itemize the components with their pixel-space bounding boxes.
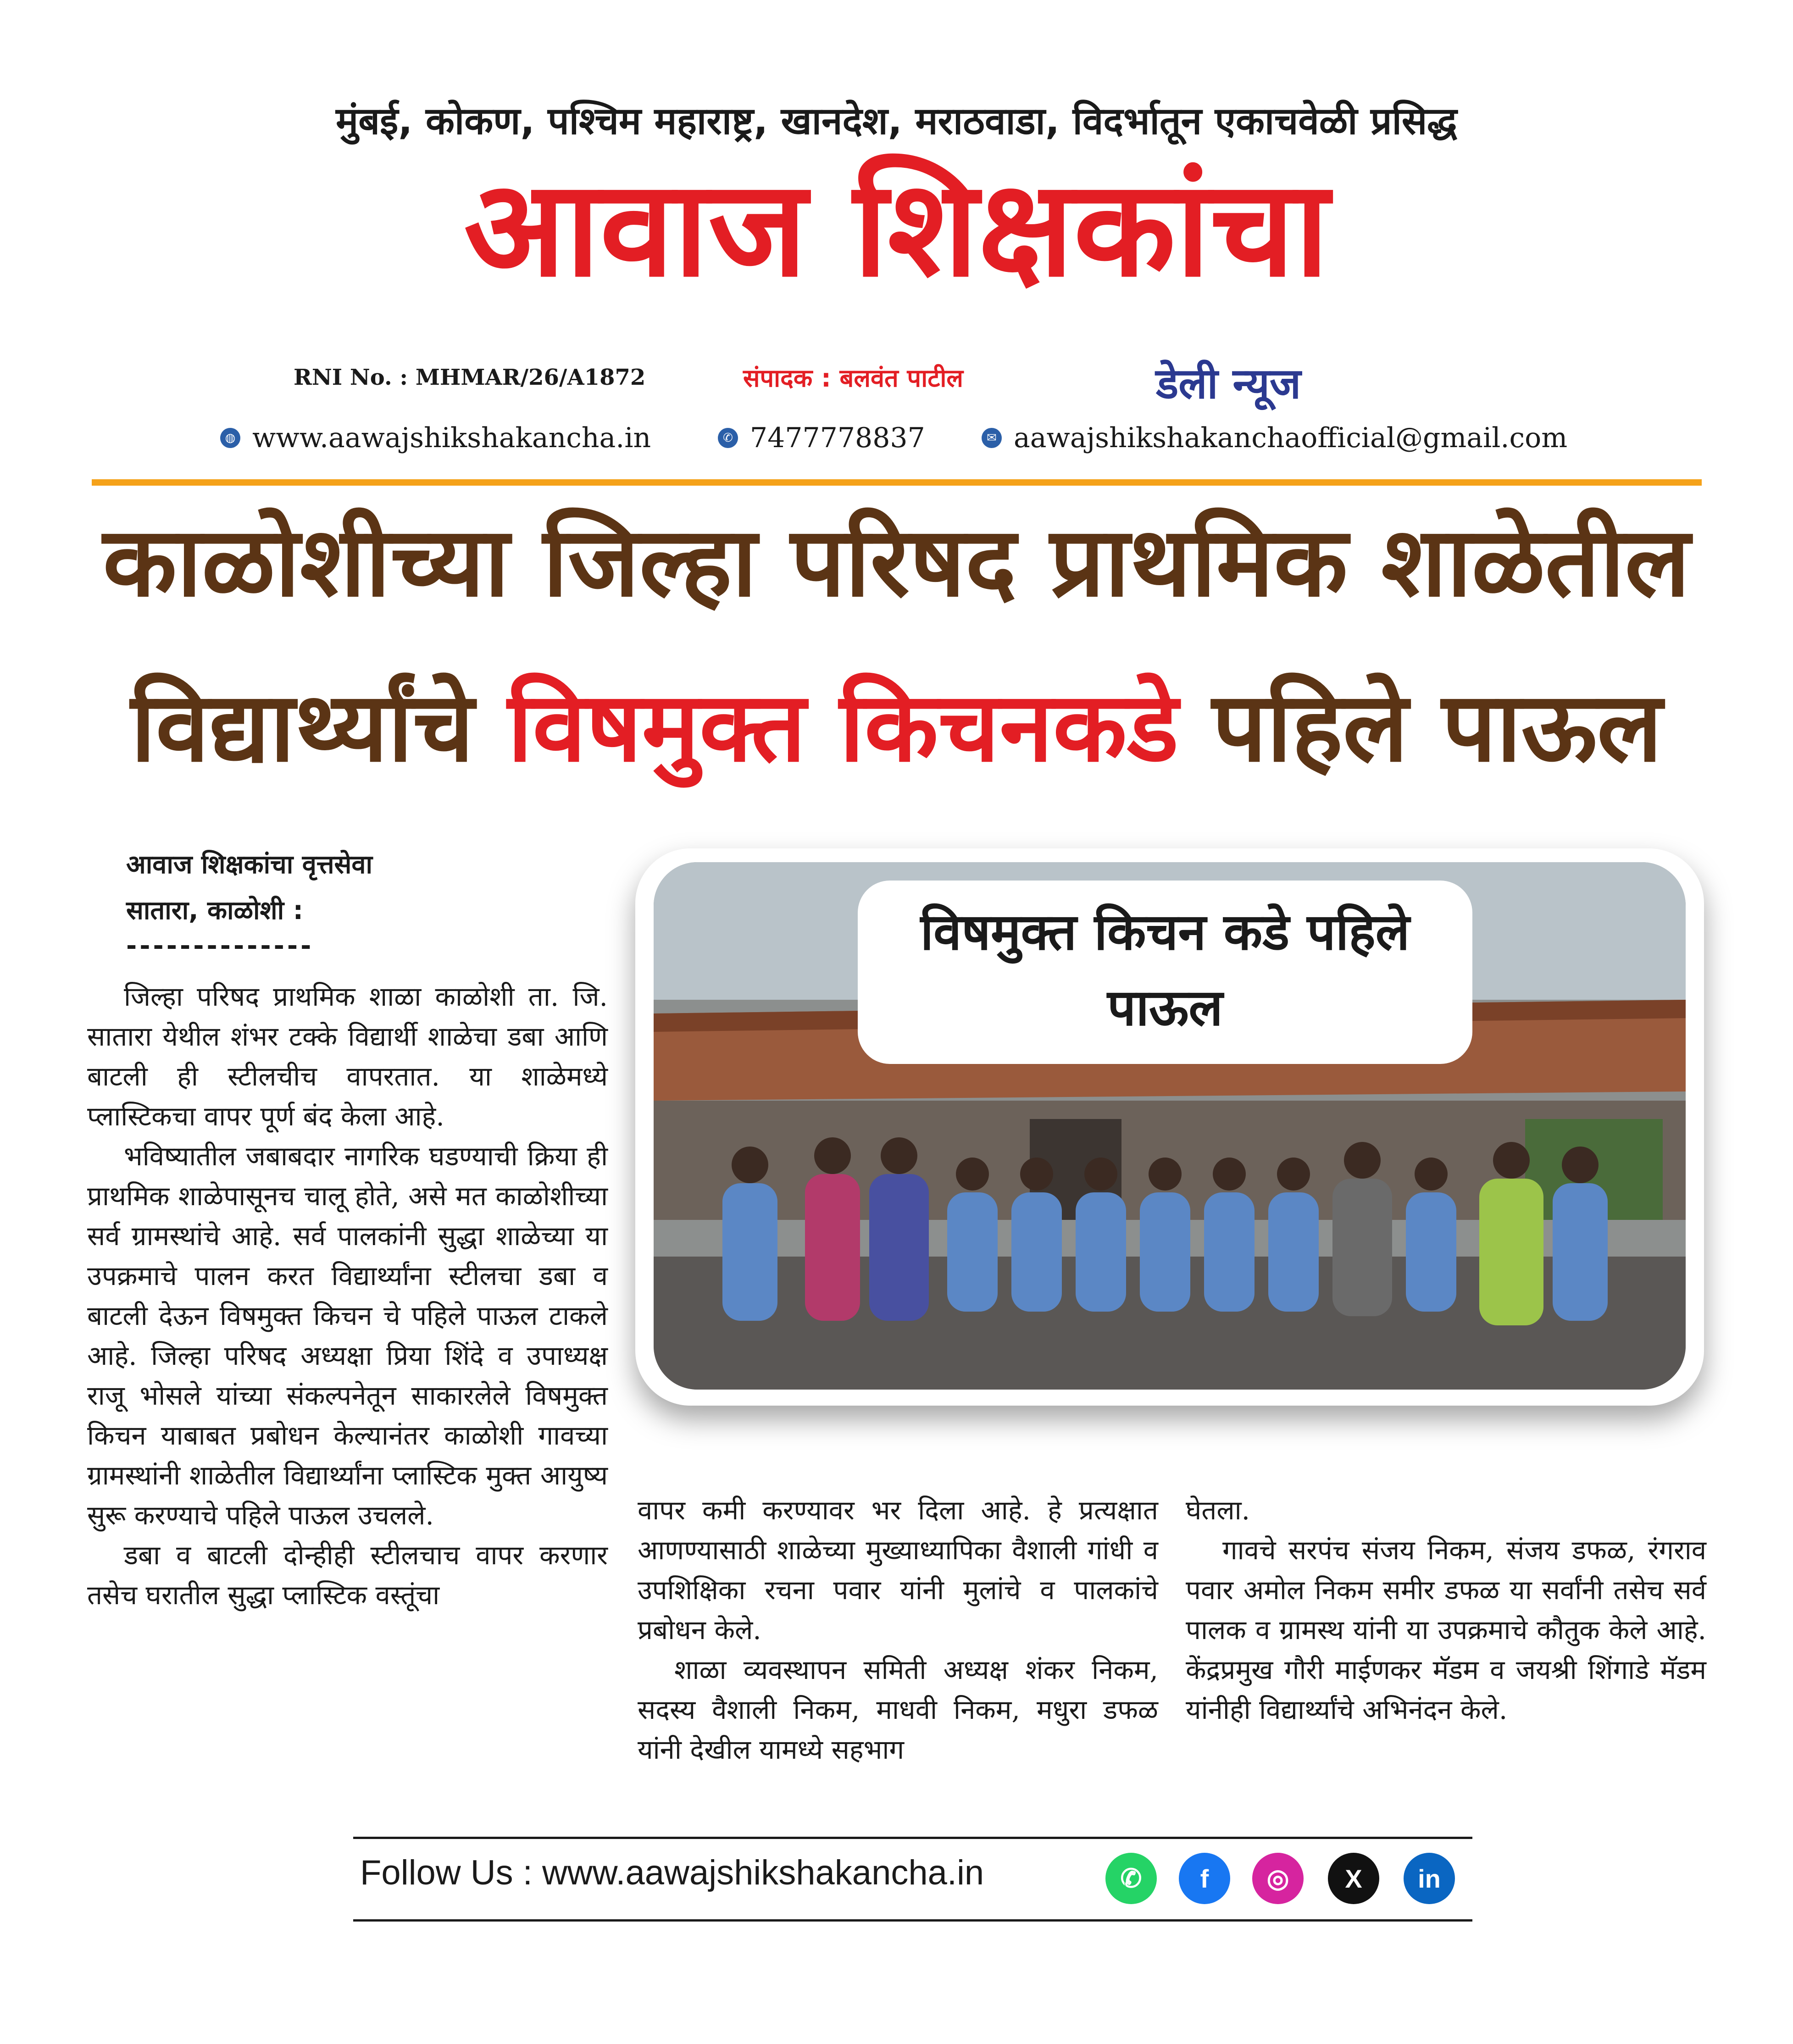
tagline: मुंबई, कोकण, पश्चिम महाराष्ट्र, खानदेश, मराठवाडा, विदर्भातून एकाचवेळी प्रसिद्ध [336, 100, 1457, 143]
phone-number[interactable]: 7477778837 [750, 422, 925, 454]
x-glyph: X [1345, 1864, 1362, 1893]
instagram-icon[interactable] [1252, 1853, 1304, 1904]
instagram-glyph: ◎ [1266, 1864, 1289, 1893]
headline-highlight: विषमुक्त किचनकडे [507, 671, 1179, 783]
website-contact[interactable] [220, 422, 651, 454]
headline-line-2 [0, 671, 1793, 783]
phone-icon: ✆ [718, 428, 738, 448]
globe-icon: ◍ [220, 428, 240, 448]
rni-number: RNI No. : MHMAR/26/A1872 [294, 365, 646, 390]
website-link[interactable]: www.aawajshikshakancha.in [252, 422, 651, 454]
photo-caption-line-2: पाऊल [1107, 978, 1223, 1037]
whatsapp-glyph: ✆ [1120, 1864, 1142, 1893]
follow-us-text[interactable]: Follow Us : www.aawajshikshakancha.in [360, 1853, 984, 1892]
email-address[interactable]: aawajshikshakanchaofficial@gmail.com [1014, 422, 1568, 454]
facebook-icon[interactable] [1179, 1853, 1230, 1904]
headline-line-1: काळोशीच्या जिल्हा परिषद प्राथमिक शाळेतील [103, 506, 1690, 618]
paragraph: शाळा व्यवस्थापन समिती अध्यक्ष शंकर निकम, सदस्य वैशाली निकम, माधवी निकम, मधुरा डफळ यांनी देखील यामध्ये सहभाग [638, 1654, 1158, 1765]
paragraph: घेतला. [1186, 1495, 1250, 1526]
news-service: आवाज शिक्षकांचा वृत्तसेवा [126, 850, 373, 880]
phone-contact[interactable] [718, 422, 925, 454]
editor-credit: संपादक : बलवंत पाटील [743, 364, 964, 393]
facebook-glyph: f [1200, 1864, 1209, 1893]
paragraph: जिल्हा परिषद प्राथमिक शाळा काळोशी ता. जि. सातारा येथील शंभर टक्के विद्यार्थी शाळेचा डबा आणि बाटली ही स्टीलचीच वापरतात. या शाळेमध्ये प्लास्टिकचा वापर पूर्ण बंद केला आहे. [87, 981, 608, 1132]
linkedin-icon[interactable] [1404, 1853, 1455, 1904]
photo-caption-box [858, 881, 1472, 1064]
email-contact[interactable] [982, 422, 1567, 454]
headline-line-2-end: पहिले पाऊल [1212, 671, 1662, 783]
masthead-title: आवाज शिक्षकांचा [464, 152, 1329, 306]
footer-rule-bottom [353, 1919, 1472, 1922]
article-column-1 [87, 977, 608, 1615]
article-column-2 [638, 1490, 1158, 1770]
footer-rule-top [353, 1837, 1472, 1839]
paragraph: भविष्यातील जबाबदार नागरिक घडण्याची क्रिया ही प्राथमिक शाळेपासूनच चालू होते, असे मत काळोशीच्या सर्व ग्रामस्थांचे आहे. सर्व पालकांनी सुद्धा शाळेच्या या उपक्रमाचे पालन करत विद्यार्थ्यांना स्टीलचा डबा व बाटली देऊन विषमुक्त किचन चे पहिले पाऊल टाकले आहे. जिल्हा परिषद अध्यक्षा प्रिया शिंदे व उपाध्यक्ष राजू भोसले यांच्या संकल्पनेतून साकारलेले विषमुक्त किचन याबाबत प्रबोधन केल्यानंतर काळोशी गावच्या ग्रामस्थांनी शाळेतील विद्यार्थ्यांना प्लास्टिक मुक्त आयुष्य सुरू करण्याचे पहिले पाऊल उचलले. [87, 1141, 608, 1531]
mail-icon: ✉ [982, 428, 1002, 448]
x-icon[interactable] [1328, 1853, 1379, 1904]
paragraph: वापर कमी करण्यावर भर दिला आहे. हे प्रत्यक्षात आणण्यासाठी शाळेच्या मुख्याध्यापिका वैशाली गांधी व उपशिक्षिका रचना पवार यांनी मुलांचे व पालकांचे प्रबोधन केले. [638, 1495, 1158, 1645]
headline-line-2-start: विद्यार्थ्यांचे [131, 671, 474, 783]
paragraph: डबा व बाटली दोन्हीही स्टीलचाच वापर करणार तसेच घरातील सुद्धा प्लास्टिक वस्तूंचा [87, 1540, 608, 1611]
article-column-3 [1186, 1490, 1706, 1730]
byline-divider: -------------- [126, 931, 314, 961]
photo-caption-line-1: विषमुक्त किचन कडे पहिले [920, 903, 1410, 961]
paragraph: गावचे सरपंच संजय निकम, संजय डफळ, रंगराव पवार अमोल निकम समीर डफळ या सर्वांनी तसेच सर्व पालक व ग्रामस्थ यांनी या उपक्रमाचे कौतुक केले आहे. केंद्रप्रमुख गौरी माईणकर मॅडम व जयश्री शिंगाडे मॅडम यांनीही विद्यार्थ्यांचे अभिनंदन केले. [1186, 1534, 1706, 1725]
header-divider [92, 479, 1702, 486]
whatsapp-icon[interactable] [1105, 1853, 1157, 1904]
linkedin-glyph: in [1418, 1864, 1441, 1893]
edition-label: डेली न्यूज [1156, 359, 1301, 408]
dateline-place: सातारा, काळोशी : [126, 896, 304, 925]
